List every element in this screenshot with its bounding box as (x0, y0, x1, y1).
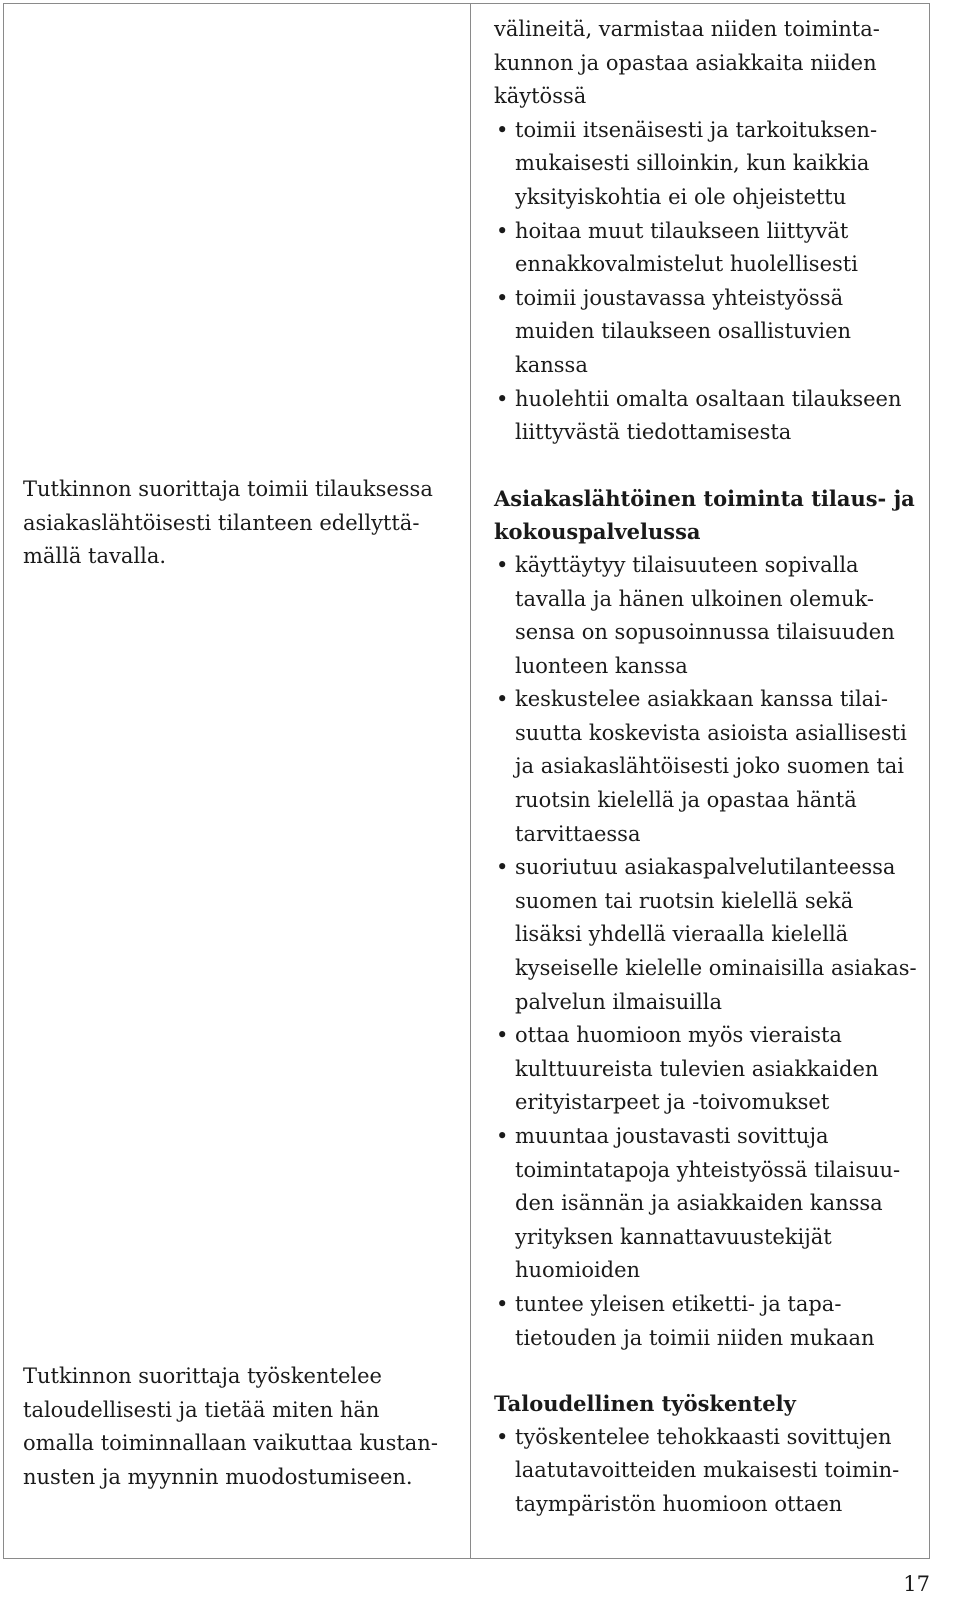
text-line: välineitä, varmistaa niiden toiminta- (494, 17, 880, 41)
text-line: taloudellisesti ja tietää miten hän (23, 1397, 380, 1422)
section-heading: Asiakaslähtöinen toiminta tilaus- ja kokouspalvelussa (494, 485, 915, 545)
text-line: omalla toiminnallaan vaikuttaa kustan- (23, 1431, 438, 1456)
section-economic-work (494, 1387, 914, 1521)
section-customer-oriented (494, 482, 917, 1355)
right-column (494, 13, 917, 1522)
text-line: mällä tavalla. (23, 544, 167, 569)
list-item: • keskustelee asiakkaan kanssa tilai- suutta koskevista asioista asiallisesti ja asiakaslähtöisesti joko suomen tai ruotsin kielellä ja opastaa häntä tarvittaessa (494, 683, 914, 851)
continued-text (494, 13, 914, 114)
text-line: käytössä (494, 84, 587, 109)
left-criterion-2 (23, 1360, 463, 1494)
list-item: • tuntee yleisen etiketti- ja tapa- tietouden ja toimii niiden mukaan (494, 1288, 914, 1355)
list-item: • huolehtii omalta osaltaan tilaukseen liittyvästä tiedottamisesta (494, 383, 914, 450)
list-item: • toimii itsenäisesti ja tarkoituksen- mukaisesti silloinkin, kun kaikkia yksityiskohtia ei ole ohjeistettu (494, 114, 914, 215)
column-divider (470, 3, 471, 1559)
list-item: • työskentelee tehokkaasti sovittujen laatutavoitteiden mukaisesti toimin- taympäristön huomioon ottaen (494, 1421, 914, 1522)
text-line: kunnon ja opastaa asiakkaita niiden (494, 50, 877, 75)
text-line: Tutkinnon suorittaja toimii tilauksessa (23, 477, 433, 501)
left-criterion-1 (23, 473, 463, 574)
text-line: asiakaslähtöisesti tilanteen edellyttä- (23, 510, 420, 535)
list-item: • toimii joustavassa yhteistyössä muiden tilaukseen osallistuvien kanssa (494, 282, 914, 383)
continued-list (494, 114, 914, 450)
list-item: • suoriutuu asiakaspalvelutilanteessa suomen tai ruotsin kielellä sekä lisäksi yhdellä vieraalla kielellä kyseiselle kielelle ominaisilla asiakas- palvelun ilmaisuilla (494, 851, 914, 1019)
text-line: nusten ja myynnin muodostumiseen. (23, 1464, 413, 1489)
page-number: 17 (903, 1572, 930, 1596)
section-heading: Taloudellinen työskentely (494, 1391, 796, 1417)
list-item: • käyttäytyy tilaisuuteen sopivalla tavalla ja hänen ulkoinen olemuk- sensa on sopusoinnussa tilaisuuden luonteen kanssa (494, 549, 914, 683)
text-line: Tutkinnon suorittaja työskentelee (23, 1364, 382, 1388)
list-item: • hoitaa muut tilaukseen liittyvät ennakkovalmistelut huolellisesti (494, 215, 914, 282)
list-item: • ottaa huomioon myös vieraista kulttuureista tulevien asiakkaiden erityistarpeet ja -toivomukset (494, 1019, 914, 1120)
list-item: • muuntaa joustavasti sovittuja toimintatapoja yhteistyössä tilaisuu- den isännän ja asiakkaiden kanssa yrityksen kannattavuustekijät huomioiden (494, 1120, 914, 1288)
